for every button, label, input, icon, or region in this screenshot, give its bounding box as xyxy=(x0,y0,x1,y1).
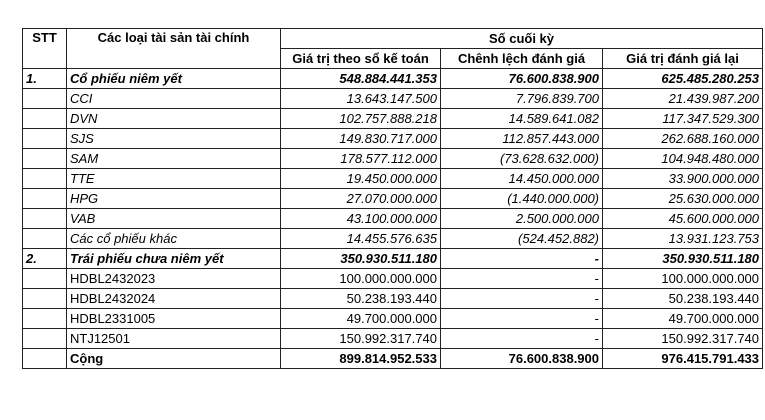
row-name: TTE xyxy=(67,169,281,189)
row-revalued-value: 150.992.317.740 xyxy=(603,329,763,349)
row-name: HDBL2432023 xyxy=(67,269,281,289)
row-name: NTJ12501 xyxy=(67,329,281,349)
table-row xyxy=(23,89,763,109)
row-difference: (524.452.882) xyxy=(441,229,603,249)
row-stt xyxy=(23,269,67,289)
row-book-value: 50.238.193.440 xyxy=(281,289,441,309)
row-book-value: 178.577.112.000 xyxy=(281,149,441,169)
header-period-end: Số cuối kỳ xyxy=(281,29,763,49)
row-difference: - xyxy=(441,329,603,349)
row-name: SAM xyxy=(67,149,281,169)
row-stt xyxy=(23,129,67,149)
row-revalued-value: 100.000.000.000 xyxy=(603,269,763,289)
section-book-value: 548.884.441.353 xyxy=(281,69,441,89)
row-revalued-value: 25.630.000.000 xyxy=(603,189,763,209)
row-name: HDBL2331005 xyxy=(67,309,281,329)
section-name: Cổ phiếu niêm yết xyxy=(67,69,281,89)
row-difference: 7.796.839.700 xyxy=(441,89,603,109)
row-difference: 14.450.000.000 xyxy=(441,169,603,189)
row-stt xyxy=(23,169,67,189)
table-row xyxy=(23,149,763,169)
row-revalued-value: 50.238.193.440 xyxy=(603,289,763,309)
row-stt xyxy=(23,209,67,229)
row-revalued-value: 104.948.480.000 xyxy=(603,149,763,169)
row-book-value: 150.992.317.740 xyxy=(281,329,441,349)
row-book-value: 43.100.000.000 xyxy=(281,209,441,229)
row-revalued-value: 21.439.987.200 xyxy=(603,89,763,109)
total-book-value: 899.814.952.533 xyxy=(281,349,441,369)
row-book-value: 102.757.888.218 xyxy=(281,109,441,129)
table-row xyxy=(23,289,763,309)
table-row xyxy=(23,109,763,129)
section-book-value: 350.930.511.180 xyxy=(281,249,441,269)
row-stt xyxy=(23,309,67,329)
row-book-value: 14.455.576.635 xyxy=(281,229,441,249)
row-difference: (73.628.632.000) xyxy=(441,149,603,169)
row-difference: 112.857.443.000 xyxy=(441,129,603,149)
row-name: SJS xyxy=(67,129,281,149)
row-revalued-value: 33.900.000.000 xyxy=(603,169,763,189)
row-difference: 14.589.641.082 xyxy=(441,109,603,129)
total-revalued-value: 976.415.791.433 xyxy=(603,349,763,369)
row-stt xyxy=(23,189,67,209)
row-difference: (1.440.000.000) xyxy=(441,189,603,209)
table-row xyxy=(23,329,763,349)
table-row xyxy=(23,229,763,249)
section-difference: 76.600.838.900 xyxy=(441,69,603,89)
section-revalued-value: 625.485.280.253 xyxy=(603,69,763,89)
financial-assets-table xyxy=(22,28,763,369)
section-stt: 2. xyxy=(23,249,67,269)
section-name: Trái phiếu chưa niêm yết xyxy=(67,249,281,269)
row-stt xyxy=(23,229,67,249)
row-revalued-value: 49.700.000.000 xyxy=(603,309,763,329)
row-stt xyxy=(23,289,67,309)
section-difference: - xyxy=(441,249,603,269)
row-difference: - xyxy=(441,309,603,329)
row-book-value: 27.070.000.000 xyxy=(281,189,441,209)
section-stt: 1. xyxy=(23,69,67,89)
table-body xyxy=(23,69,763,369)
row-revalued-value: 45.600.000.000 xyxy=(603,209,763,229)
row-book-value: 19.450.000.000 xyxy=(281,169,441,189)
row-book-value: 49.700.000.000 xyxy=(281,309,441,329)
row-stt xyxy=(23,329,67,349)
header-book-value: Giá trị theo sổ kế toán xyxy=(281,49,441,69)
row-book-value: 13.643.147.500 xyxy=(281,89,441,109)
table-row xyxy=(23,189,763,209)
row-name: DVN xyxy=(67,109,281,129)
row-book-value: 149.830.717.000 xyxy=(281,129,441,149)
row-stt xyxy=(23,109,67,129)
section-row-listed-shares xyxy=(23,69,763,89)
table-row xyxy=(23,209,763,229)
row-name: Các cổ phiếu khác xyxy=(67,229,281,249)
header-revalued-value: Giá trị đánh giá lại xyxy=(603,49,763,69)
header-revaluation-difference: Chênh lệch đánh giá xyxy=(441,49,603,69)
table-row xyxy=(23,309,763,329)
row-name: VAB xyxy=(67,209,281,229)
total-difference: 76.600.838.900 xyxy=(441,349,603,369)
row-name: HPG xyxy=(67,189,281,209)
header-asset-type: Các loại tài sản tài chính xyxy=(67,29,281,69)
row-revalued-value: 117.347.529.300 xyxy=(603,109,763,129)
row-name: HDBL2432024 xyxy=(67,289,281,309)
row-revalued-value: 262.688.160.000 xyxy=(603,129,763,149)
section-revalued-value: 350.930.511.180 xyxy=(603,249,763,269)
table-row xyxy=(23,169,763,189)
table-row xyxy=(23,129,763,149)
row-stt xyxy=(23,89,67,109)
section-row-unlisted-bonds xyxy=(23,249,763,269)
row-difference: - xyxy=(441,269,603,289)
row-book-value: 100.000.000.000 xyxy=(281,269,441,289)
row-difference: 2.500.000.000 xyxy=(441,209,603,229)
table-row xyxy=(23,269,763,289)
row-stt xyxy=(23,149,67,169)
row-name: CCI xyxy=(67,89,281,109)
total-row xyxy=(23,349,763,369)
row-revalued-value: 13.931.123.753 xyxy=(603,229,763,249)
total-stt xyxy=(23,349,67,369)
header-stt: STT xyxy=(23,29,67,69)
row-difference: - xyxy=(441,289,603,309)
total-label: Cộng xyxy=(67,349,281,369)
